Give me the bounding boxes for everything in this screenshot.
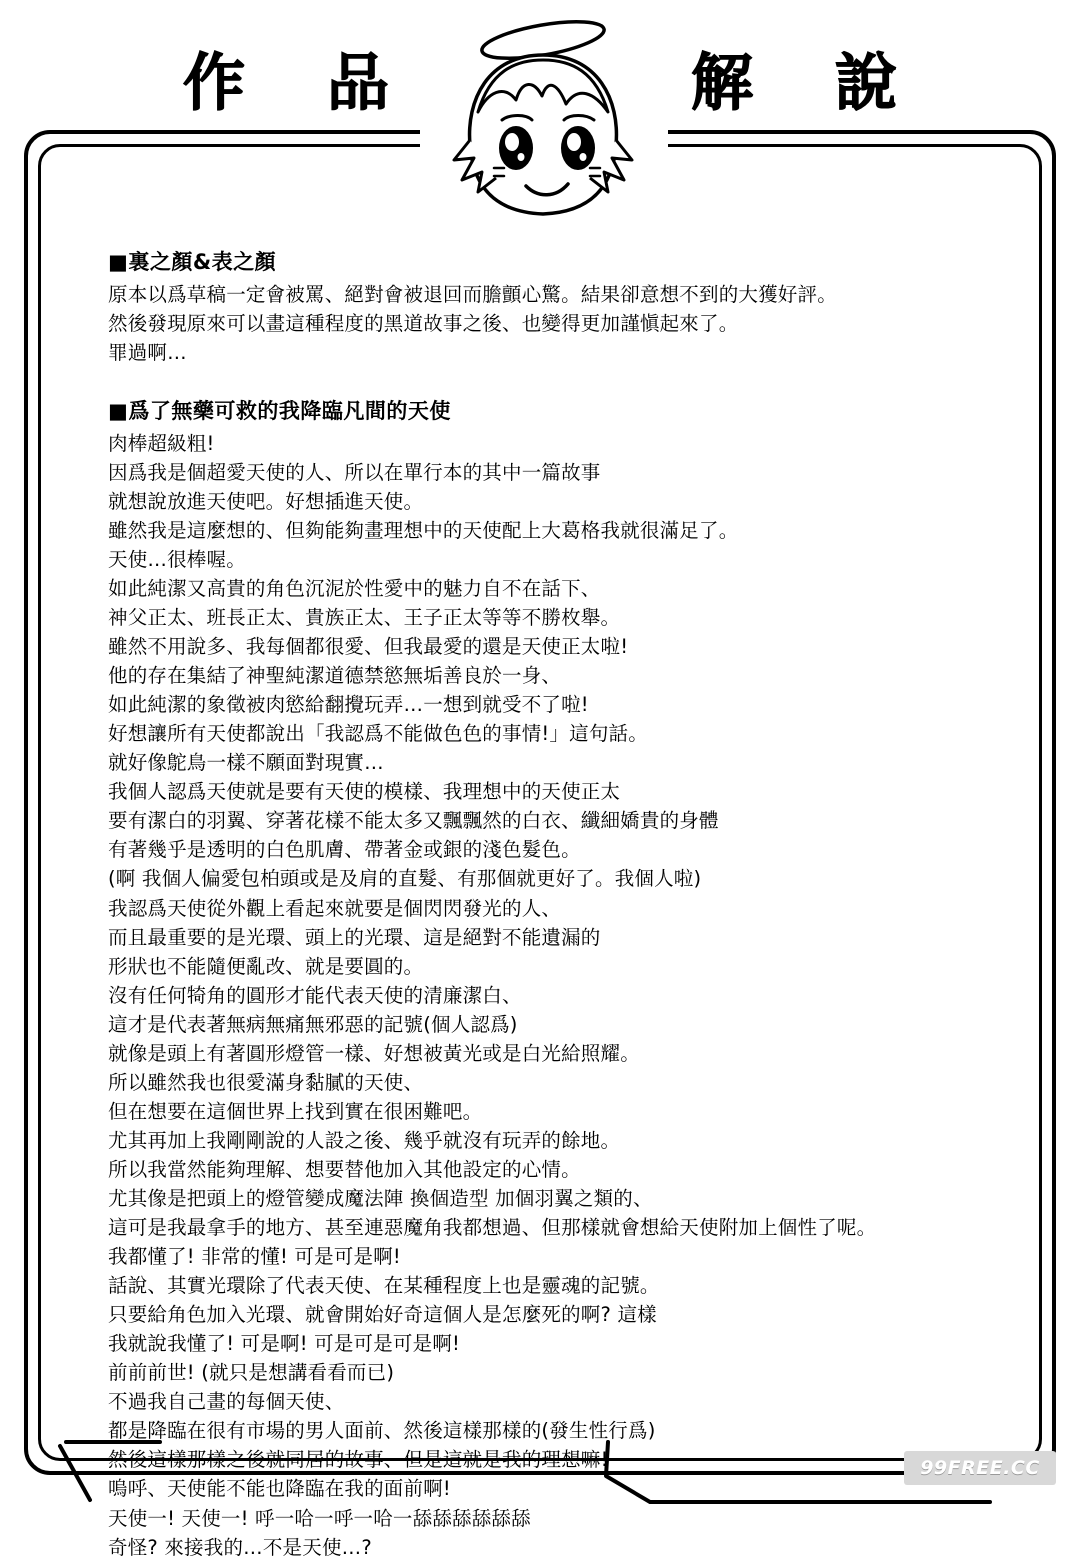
title-char-4: 說: [835, 46, 898, 119]
section-2: [108, 397, 988, 1562]
section-2-line-2: 因爲我是個超愛天使的人、所以在單行本的其中一篇故事: [108, 460, 601, 484]
section-2-line-14: 要有潔白的羽翼、穿著花樣不能太多又飄飄然的白衣、纖細嬌貴的身體: [108, 809, 719, 833]
section-2-line-8: 雖然不用說多、我每個都很愛、但我最愛的還是天使正太啦!: [108, 635, 629, 659]
section-2-line-21: 這才是代表著無病無痛無邪惡的記號(個人認爲): [108, 1012, 518, 1036]
section-2-line-17: 我認爲天使從外觀上看起來就要是個閃閃發光的人、: [108, 896, 562, 920]
section-2-line-9: 他的存在集結了神聖純潔道德禁慾無垢善良於一身、: [108, 664, 562, 688]
section-2-line-28: 這可是我最拿手的地方、甚至連惡魔角我都想過、但那樣就會想給天使附加上個性了呢。: [108, 1216, 877, 1240]
section-2-line-1: 肉棒超級粗!: [108, 431, 215, 455]
section-2-line-16: (啊 我個人偏愛包柏頭或是及肩的直髮、有那個就更好了。我個人啦): [108, 867, 702, 891]
section-2-line-34: 不過我自己畫的每個天使、: [108, 1390, 345, 1414]
article-body: [108, 248, 988, 1562]
section-2-line-37: 嗚呼、天使能不能也降臨在我的面前啊!: [108, 1477, 451, 1501]
section-2-line-19: 形狀也不能隨便亂改、就是要圓的。: [108, 954, 424, 978]
section-2-line-36: 然後這樣那樣之後就同居的故事、但是這就是我的理想嘛!: [108, 1448, 609, 1472]
section-2-line-11: 好想讓所有天使都說出「我認爲不能做色色的事情!」這句話。: [108, 722, 648, 746]
title-char-3: 解: [691, 46, 754, 119]
angel-girl-head-icon: [418, 0, 668, 245]
section-2-line-35: 都是降臨在很有市場的男人面前、然後這樣那樣的(發生性行爲): [108, 1419, 656, 1443]
section-2-line-25: 尤其再加上我剛剛說的人設之後、幾乎就沒有玩弄的餘地。: [108, 1128, 621, 1152]
title-char-1: 作: [182, 46, 245, 119]
section-2-line-27: 尤其像是把頭上的燈管變成魔法陣 換個造型 加個羽翼之類的、: [108, 1186, 653, 1210]
section-2-line-13: 我個人認爲天使就是要有天使的模樣、我理想中的天使正太: [108, 780, 621, 804]
section-2-line-20: 沒有任何犄角的圓形才能代表天使的清廉潔白、: [108, 983, 522, 1007]
section-1-line-2: 然後發現原來可以畫這種程度的黑道故事之後、也變得更加謹愼起來了。: [108, 311, 739, 335]
section-2-line-12: 就好像鴕鳥一樣不願面對現實…: [108, 751, 384, 775]
section-2-heading: ■爲了無藥可救的我降臨凡間的天使: [108, 398, 451, 423]
section-2-line-29: 我都懂了! 非常的懂! 可是可是啊!: [108, 1245, 401, 1269]
section-2-line-6: 如此純潔又高貴的角色沉泥於性愛中的魅力自不在話下、: [108, 577, 601, 600]
section-2-line-26: 所以我當然能夠理解、想要替他加入其他設定的心情。: [108, 1157, 581, 1181]
watermark-badge: 99FREE.CC: [904, 1451, 1056, 1485]
section-1-line-3: 罪過啊…: [108, 340, 187, 364]
section-2-line-33: 前前前世! (就只是想講看看而已): [108, 1361, 395, 1385]
section-2-line-10: 如此純潔的象徵被肉慾給翻攪玩弄…一想到就受不了啦!: [108, 693, 589, 717]
section-2-line-31: 只要給角色加入光環、就會開始好奇這個人是怎麼死的啊? 這樣: [108, 1303, 657, 1327]
section-2-line-24: 但在想要在這個世界上找到實在很困難吧。: [108, 1099, 483, 1123]
section-2-line-39: 奇怪? 來接我的…不是天使…?: [108, 1535, 372, 1559]
section-2-line-23: 所以雖然我也很愛滿身黏膩的天使、: [108, 1070, 424, 1094]
section-2-line-15: 有著幾乎是透明的白色肌膚、帶著金或銀的淺色髮色。: [108, 838, 581, 862]
section-2-line-22: 就像是頭上有著圓形燈管一樣、好想被黃光或是白光給照耀。: [108, 1041, 640, 1065]
section-2-line-4: 雖然我是這麼想的、但夠能夠畫理想中的天使配上大葛格我就很滿足了。: [108, 518, 739, 542]
section-2-line-30: 話說、其實光環除了代表天使、在某種程度上也是靈魂的記號。: [108, 1274, 660, 1298]
section-1-line-1: 原本以爲草稿一定會被罵、絕對會被退回而膽顫心驚。結果卻意想不到的大獲好評。: [108, 282, 837, 306]
section-2-line-5: 天使…很棒喔。: [108, 547, 246, 571]
section-1: [108, 248, 988, 367]
section-2-line-38: 天使一! 天使一! 呼一哈一呼一哈一舔舔舔舔舔舔: [108, 1506, 531, 1530]
section-1-heading: ■裏之顏&表之顏: [108, 250, 277, 274]
section-2-line-3: 就想說放進天使吧。好想插進天使。: [108, 489, 424, 513]
section-2-line-32: 我就說我懂了! 可是啊! 可是可是可是啊!: [108, 1332, 461, 1356]
section-2-line-7: 神父正太、班長正太、貴族正太、王子正太等等不勝枚舉。: [108, 606, 621, 630]
title-char-2: 品: [326, 46, 389, 119]
section-2-line-18: 而且最重要的是光環、頭上的光環、這是絕對不能遺漏的: [108, 925, 601, 949]
